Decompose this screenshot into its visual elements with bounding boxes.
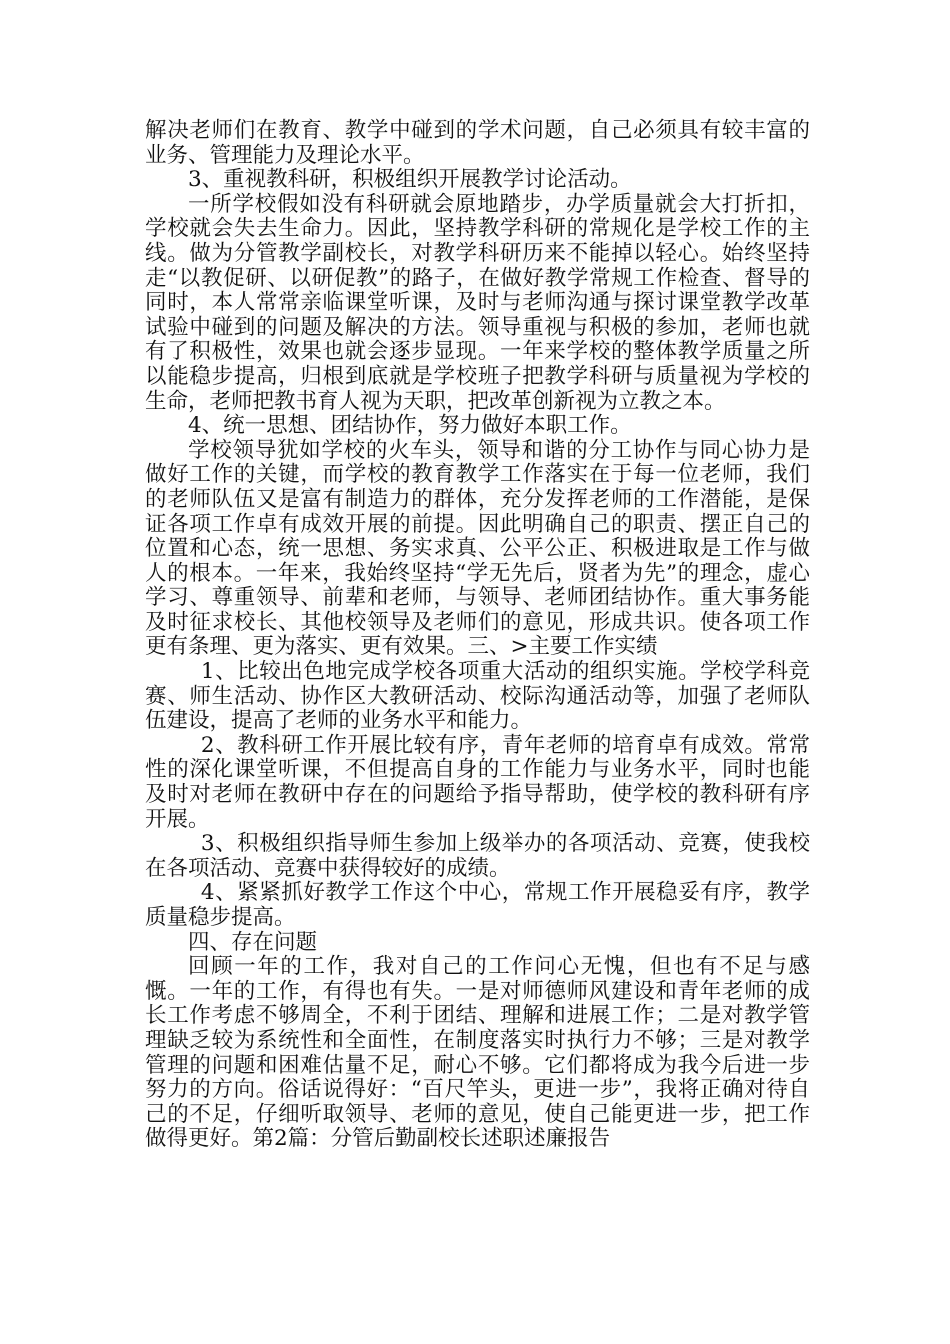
paragraph-unity: 学校领导犹如学校的火车头，领导和谐的分工协作与同心协力是做好工作的关键，而学校的教育教学工作落实在于每一位老师，我们的老师队伍又是富有制造力的群体，充分发挥老师的工作潜能，是保证各项工作卓有成效开展的前提。因此明确自己的职责、摆正自己的位置和心态，统一思想、务实求真、公平公正、积极进取是工作与做人的根本。一年来，我始终坚持“学无先后，贤者为先”的理念，虚心学习、尊重领导、前辈和老师，与领导、老师团结协作。重大事务能及时征求校长、其他校领导及老师们的意见，形成共识。使各项工作更有条理、更为落实、更有效果。三、>主要工作实绩 — [145, 437, 810, 660]
section-heading-problems: 四、存在问题 — [188, 929, 318, 955]
achievement-item-2: 2、教科研工作开展比较有序，青年老师的培育卓有成效。常常性的深化课堂听课，不但提高自身的工作能力与业务水平，同时也能及时对老师在教研中存在的问题给予指导帮助，使学校的教科研有序开展。 — [145, 732, 810, 832]
document-body — [145, 119, 810, 1152]
section-heading-unity: 4、统一思想、团结协作，努力做好本职工作。 — [188, 413, 632, 439]
paragraph-problems: 回顾一年的工作，我对自己的工作问心无愧，但也有不足与感慨。一年的工作，有得也有失。一是对师德师风建设和青年老师的成长工作考虑不够周全，不利于团结、理解和进展工作；二是对教学管理缺乏较为系统性和全面性，在制度落实时执行力不够；三是对教学管理的问题和困难估量不足，耐心不够。它们都将成为我今后进一步努力的方向。俗话说得好：“百尺竿头，更进一步”，我将正确对待自己的不足，仔细听取领导、老师的意见，使自己能更进一步，把工作做得更好。第2篇：分管后勤副校长述职述廉报告 — [145, 954, 810, 1152]
paragraph-continuation: 解决老师们在教育、教学中碰到的学术问题，自己必须具有较丰富的业务、管理能力及理论水平。 — [145, 118, 810, 168]
paragraph-research: 一所学校假如没有科研就会原地踏步，办学质量就会大打折扣，学校就会失去生命力。因此，坚持教学科研的常规化是学校工作的主线。做为分管教学副校长，对教学科研历来不能掉以轻心。始终坚持走“以教促研、以研促教”的路子，在做好教学常规工作检查、督导的同时，本人常常亲临课堂听课，及时与老师沟通与探讨课堂教学改革试验中碰到的问题及解决的方法。领导重视与积极的参加，老师也就有了积极性，效果也就会逐步显现。一年来学校的整体教学质量之所以能稳步提高，归根到底就是学校班子把教学科研与质量视为学校的生命，老师把教书育人视为天职，把改革创新视为立教之本。 — [145, 191, 810, 414]
achievement-item-1: 1、比较出色地完成学校各项重大活动的组织实施。学校学科竞赛、师生活动、协作区大教研活动、校际沟通活动等，加强了老师队伍建设，提高了老师的业务水平和能力。 — [145, 659, 810, 734]
section-heading-research: 3、重视教科研，积极组织开展教学讨论活动。 — [188, 167, 632, 193]
achievement-item-4: 4、紧紧抓好教学工作这个中心，常规工作开展稳妥有序，教学质量稳步提高。 — [145, 880, 810, 930]
achievement-item-3: 3、积极组织指导师生参加上级举办的各项活动、竞赛，使我校在各项活动、竞赛中获得较好的成绩。 — [145, 831, 810, 881]
